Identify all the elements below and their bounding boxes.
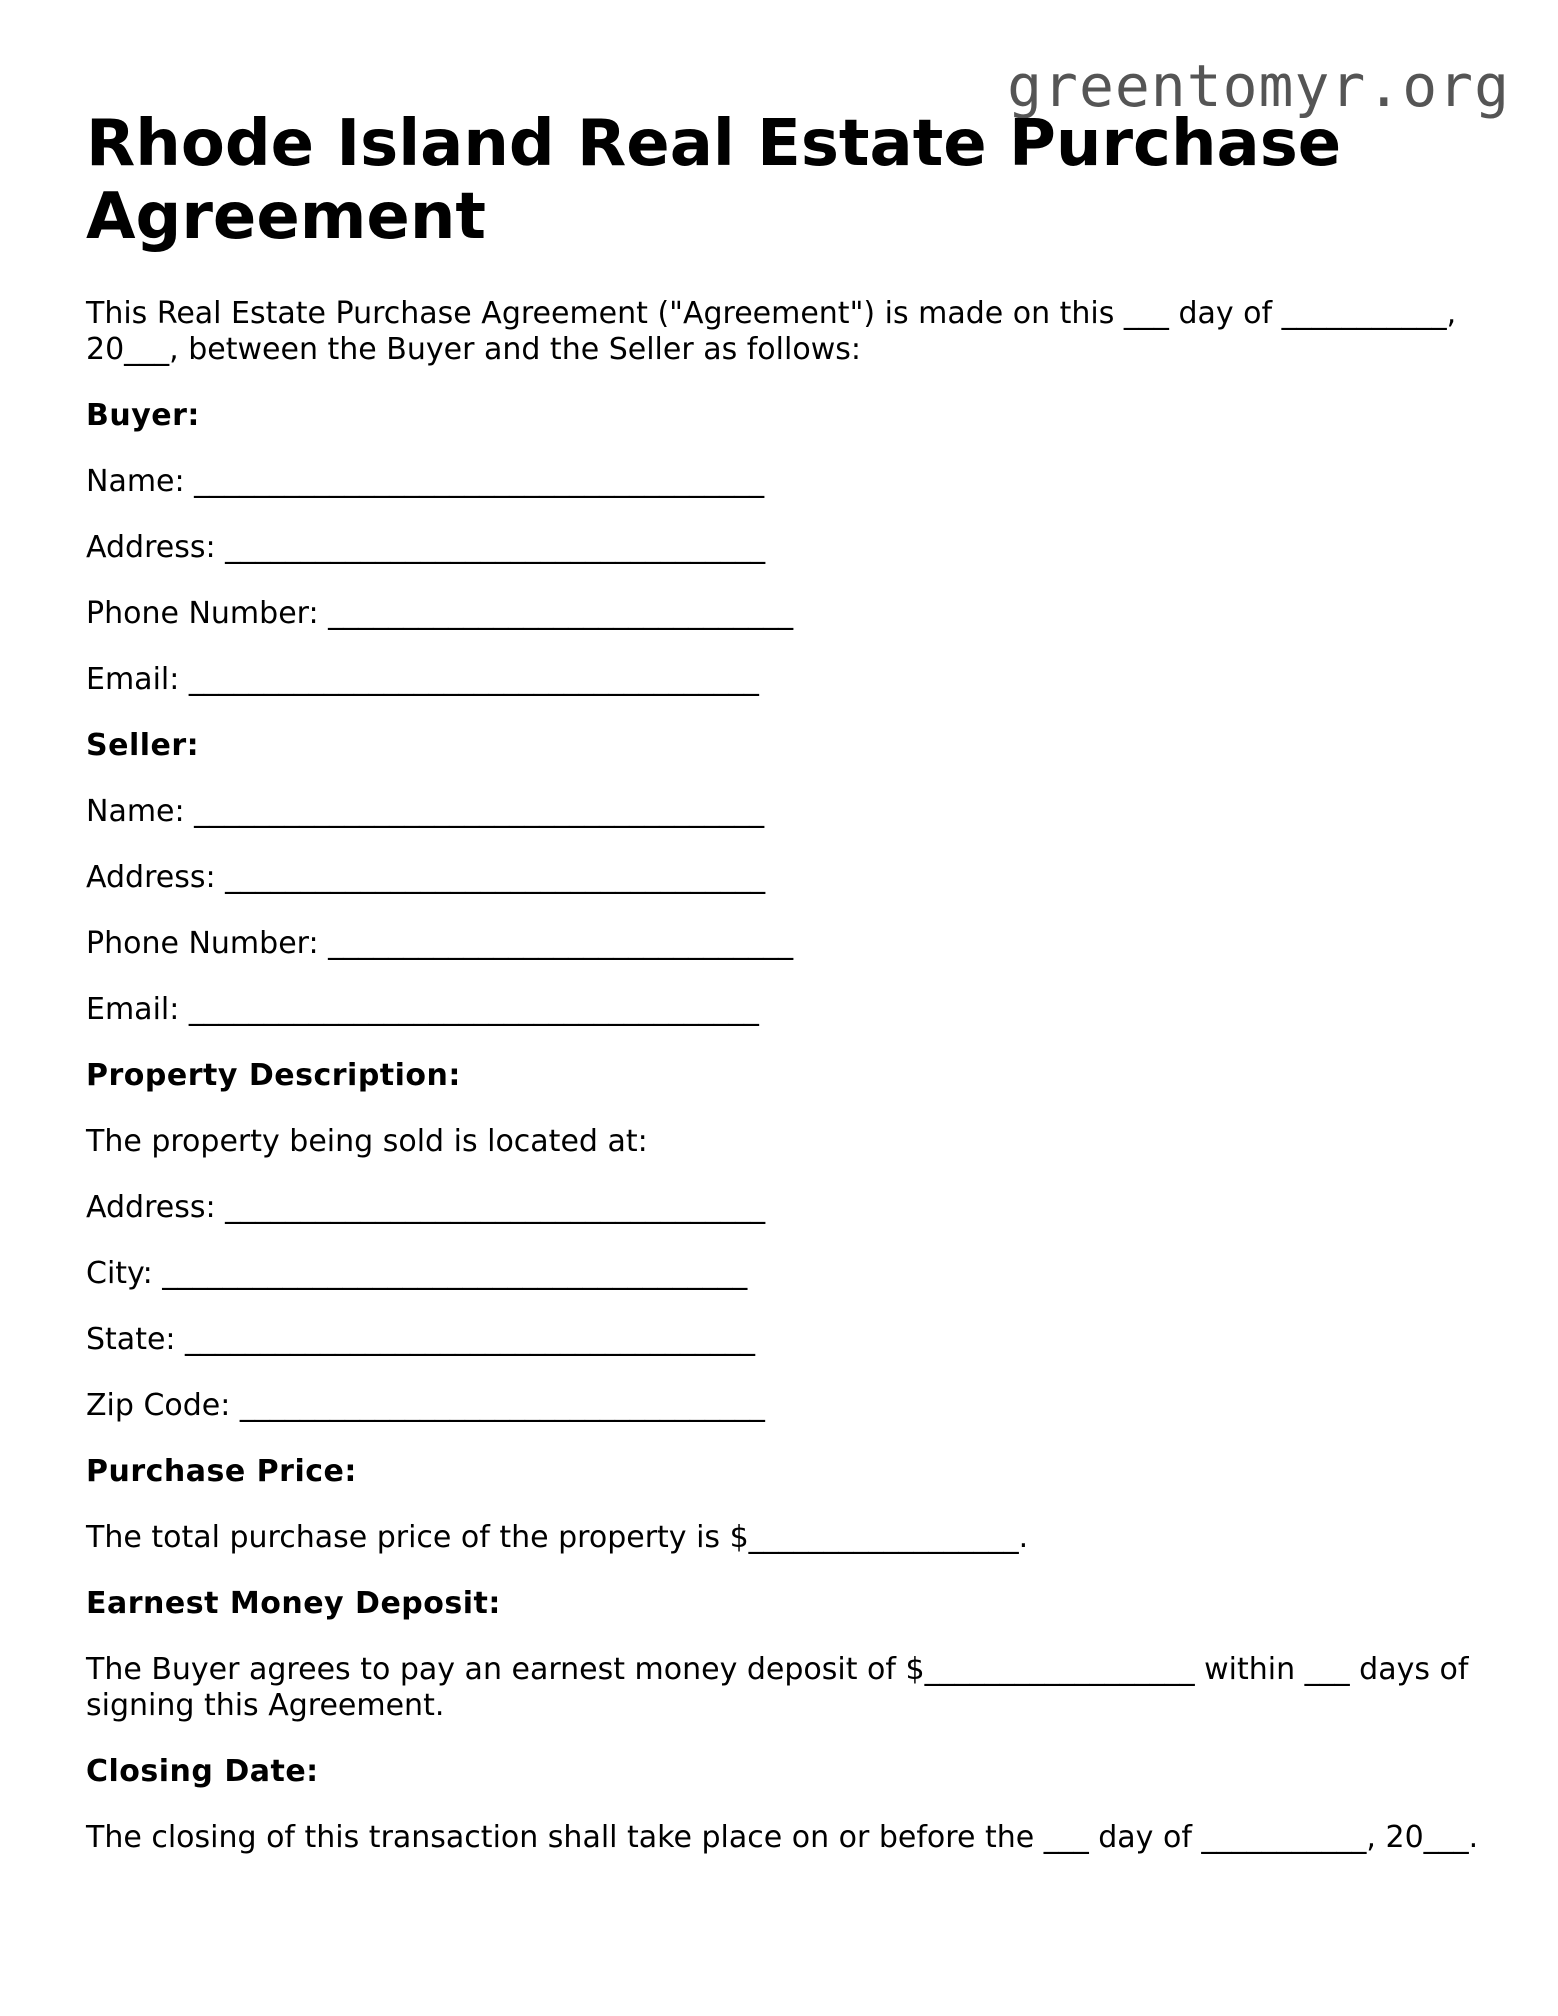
buyer-email-field: Email: ______________________________________ (86, 662, 759, 697)
property-address-field: Address: ____________________________________ (86, 1190, 766, 1225)
buyer-address-field: Address: ____________________________________ (86, 530, 766, 565)
property-state-field: State: ______________________________________ (86, 1322, 756, 1357)
closing-date-text: The closing of this transaction shall take place on or before the ___ day of ___________, 20___. (86, 1820, 1479, 1855)
document-title: Rhode Island Real Estate Purchase Agreement (86, 107, 1342, 254)
document-body (86, 108, 1486, 1886)
property-intro: The property being sold is located at: (86, 1124, 648, 1159)
intro-paragraph: This Real Estate Purchase Agreement ("Agreement") is made on this ___ day of ___________, 20___, between the Buyer and the Seller as follows: (86, 296, 1457, 367)
seller-address-field: Address: ____________________________________ (86, 860, 766, 895)
property-zip-field: Zip Code: ___________________________________ (86, 1388, 765, 1423)
property-heading: Property Description: (86, 1058, 461, 1093)
seller-name-field: Name: ______________________________________ (86, 794, 765, 829)
buyer-name-field: Name: ______________________________________ (86, 464, 765, 499)
buyer-heading: Buyer: (86, 398, 200, 433)
purchase-price-heading: Purchase Price: (86, 1454, 357, 1489)
seller-phone-field: Phone Number: _______________________________ (86, 926, 794, 961)
watermark: greentomyr.org (1007, 52, 1510, 120)
seller-email-field: Email: ______________________________________ (86, 992, 759, 1027)
closing-date-heading: Closing Date: (86, 1754, 319, 1789)
purchase-price-text: The total purchase price of the property is $__________________. (86, 1520, 1029, 1555)
buyer-phone-field: Phone Number: _______________________________ (86, 596, 794, 631)
seller-heading: Seller: (86, 728, 200, 763)
property-city-field: City: _______________________________________ (86, 1256, 748, 1291)
earnest-money-text: The Buyer agrees to pay an earnest money deposit of $__________________ within ___ days of signing this Agreement. (86, 1652, 1469, 1723)
earnest-money-heading: Earnest Money Deposit: (86, 1586, 501, 1621)
